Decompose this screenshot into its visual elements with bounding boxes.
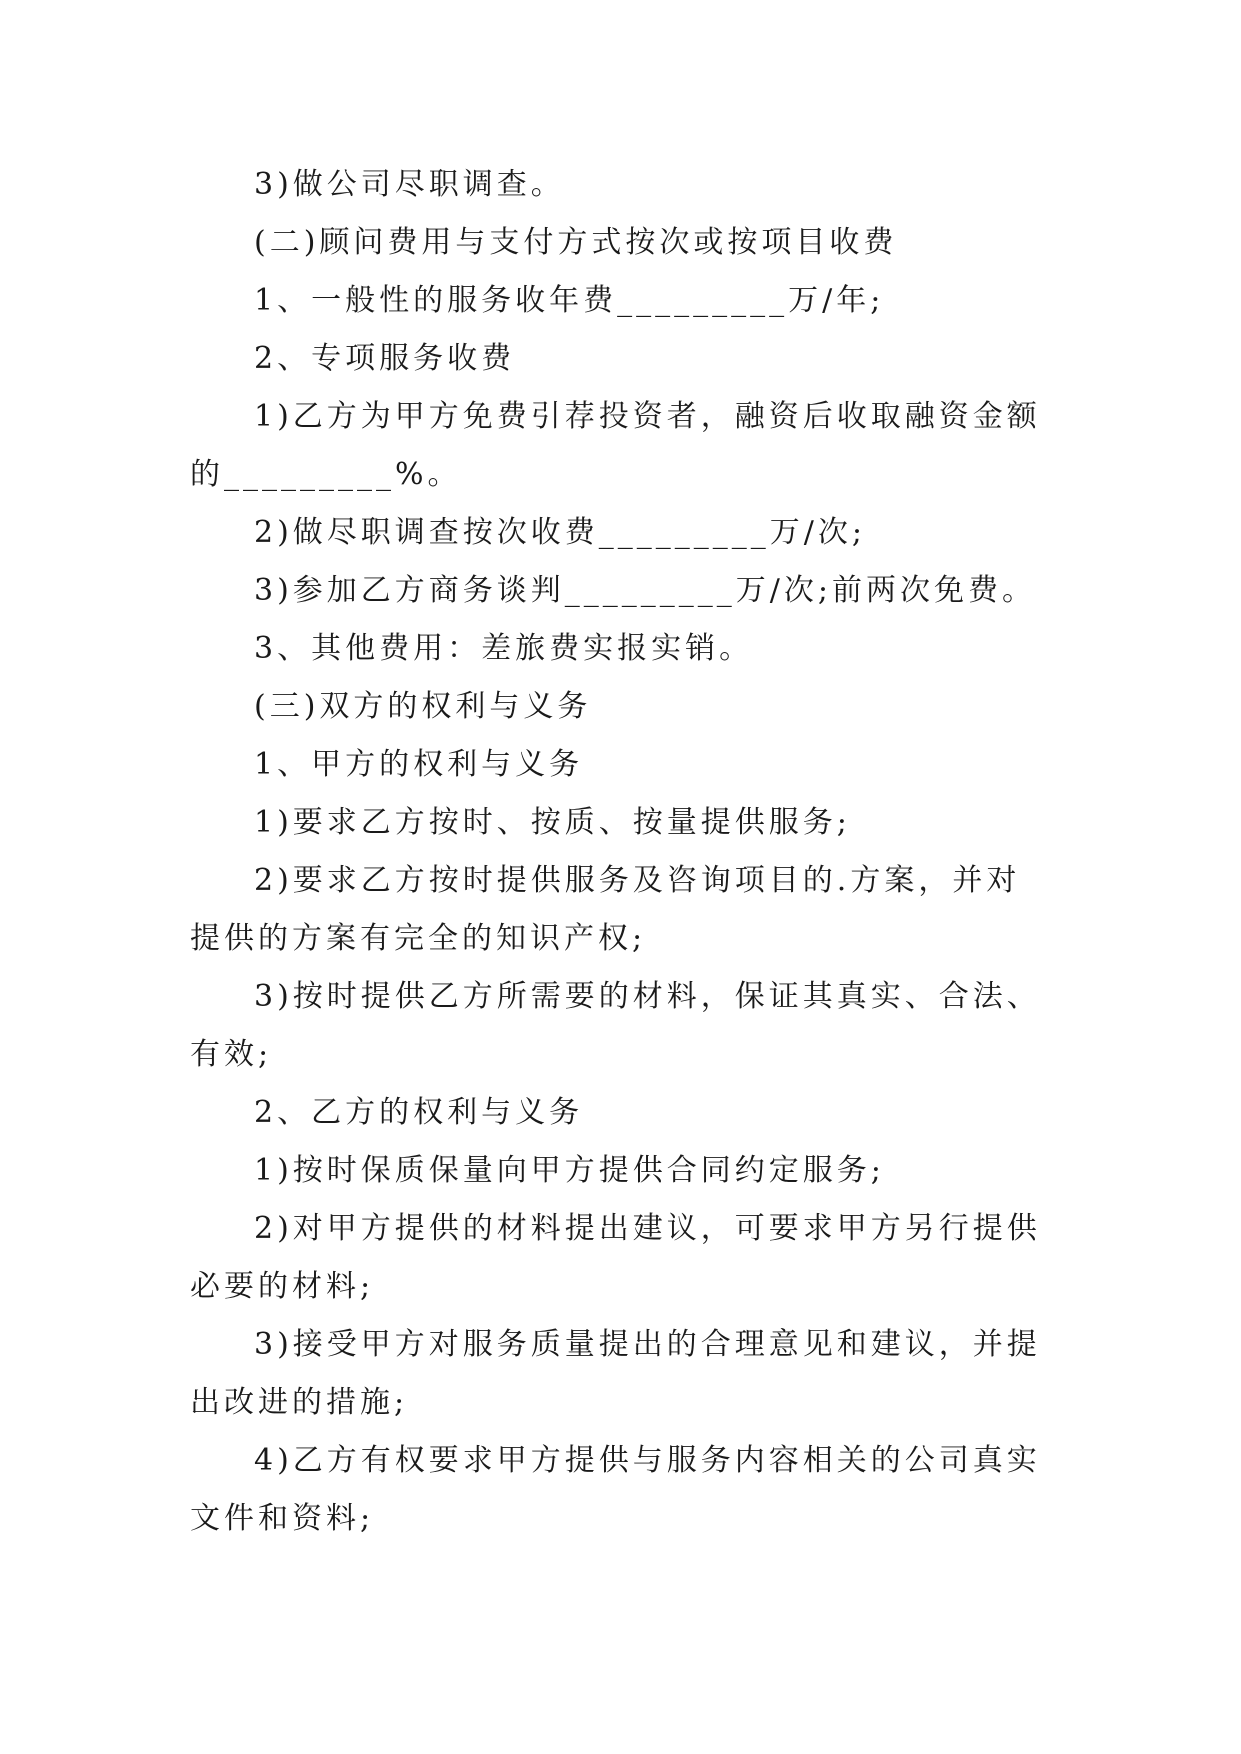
paragraph-party-a-item-1: 1)要求乙方按时、按质、按量提供服务; [254, 805, 851, 840]
section-heading-fees: (二)顾问费用与支付方式按次或按项目收费 [254, 225, 898, 260]
section-heading-rights: (三)双方的权利与义务 [254, 689, 592, 724]
paragraph-party-b-item-1: 1)按时保质保量向甲方提供合同约定服务; [254, 1153, 885, 1188]
paragraph-party-b-item-2: 2)对甲方提供的材料提出建议，可要求甲方另行提供必要的材料; [190, 1211, 1041, 1304]
paragraph-party-b-item-3: 3)接受甲方对服务质量提出的合理意见和建议，并提出改进的措施; [190, 1327, 1041, 1420]
paragraph-other-fees: 3、其他费用：差旅费实报实销。 [254, 631, 754, 666]
paragraph-investor-referral-fee: 1)乙方为甲方免费引荐投资者，融资后收取融资金额的_________%。 [190, 399, 1041, 492]
paragraph-party-b-item-4: 4)乙方有权要求甲方提供与服务内容相关的公司真实文件和资料; [190, 1443, 1041, 1536]
paragraph-special-service-fee: 2、专项服务收费 [254, 341, 516, 376]
paragraph-annual-fee: 1、一般性的服务收年费_________万/年; [254, 283, 885, 318]
paragraph-due-diligence-fee: 2)做尽职调查按次收费_________万/次; [254, 515, 867, 550]
paragraph-party-b-heading: 2、乙方的权利与义务 [254, 1095, 584, 1130]
paragraph-party-a-item-3: 3)按时提供乙方所需要的材料，保证其真实、合法、有效; [190, 979, 1041, 1072]
paragraph-negotiation-fee: 3)参加乙方商务谈判_________万/次;前两次免费。 [254, 573, 1037, 608]
document-body [190, 156, 1050, 1548]
paragraph-party-a-heading: 1、甲方的权利与义务 [254, 747, 584, 782]
paragraph-item-due-diligence: 3)做公司尽职调查。 [254, 167, 565, 202]
paragraph-party-a-item-2: 2)要求乙方按时提供服务及咨询项目的.方案，并对提供的方案有完全的知识产权; [190, 863, 1021, 956]
